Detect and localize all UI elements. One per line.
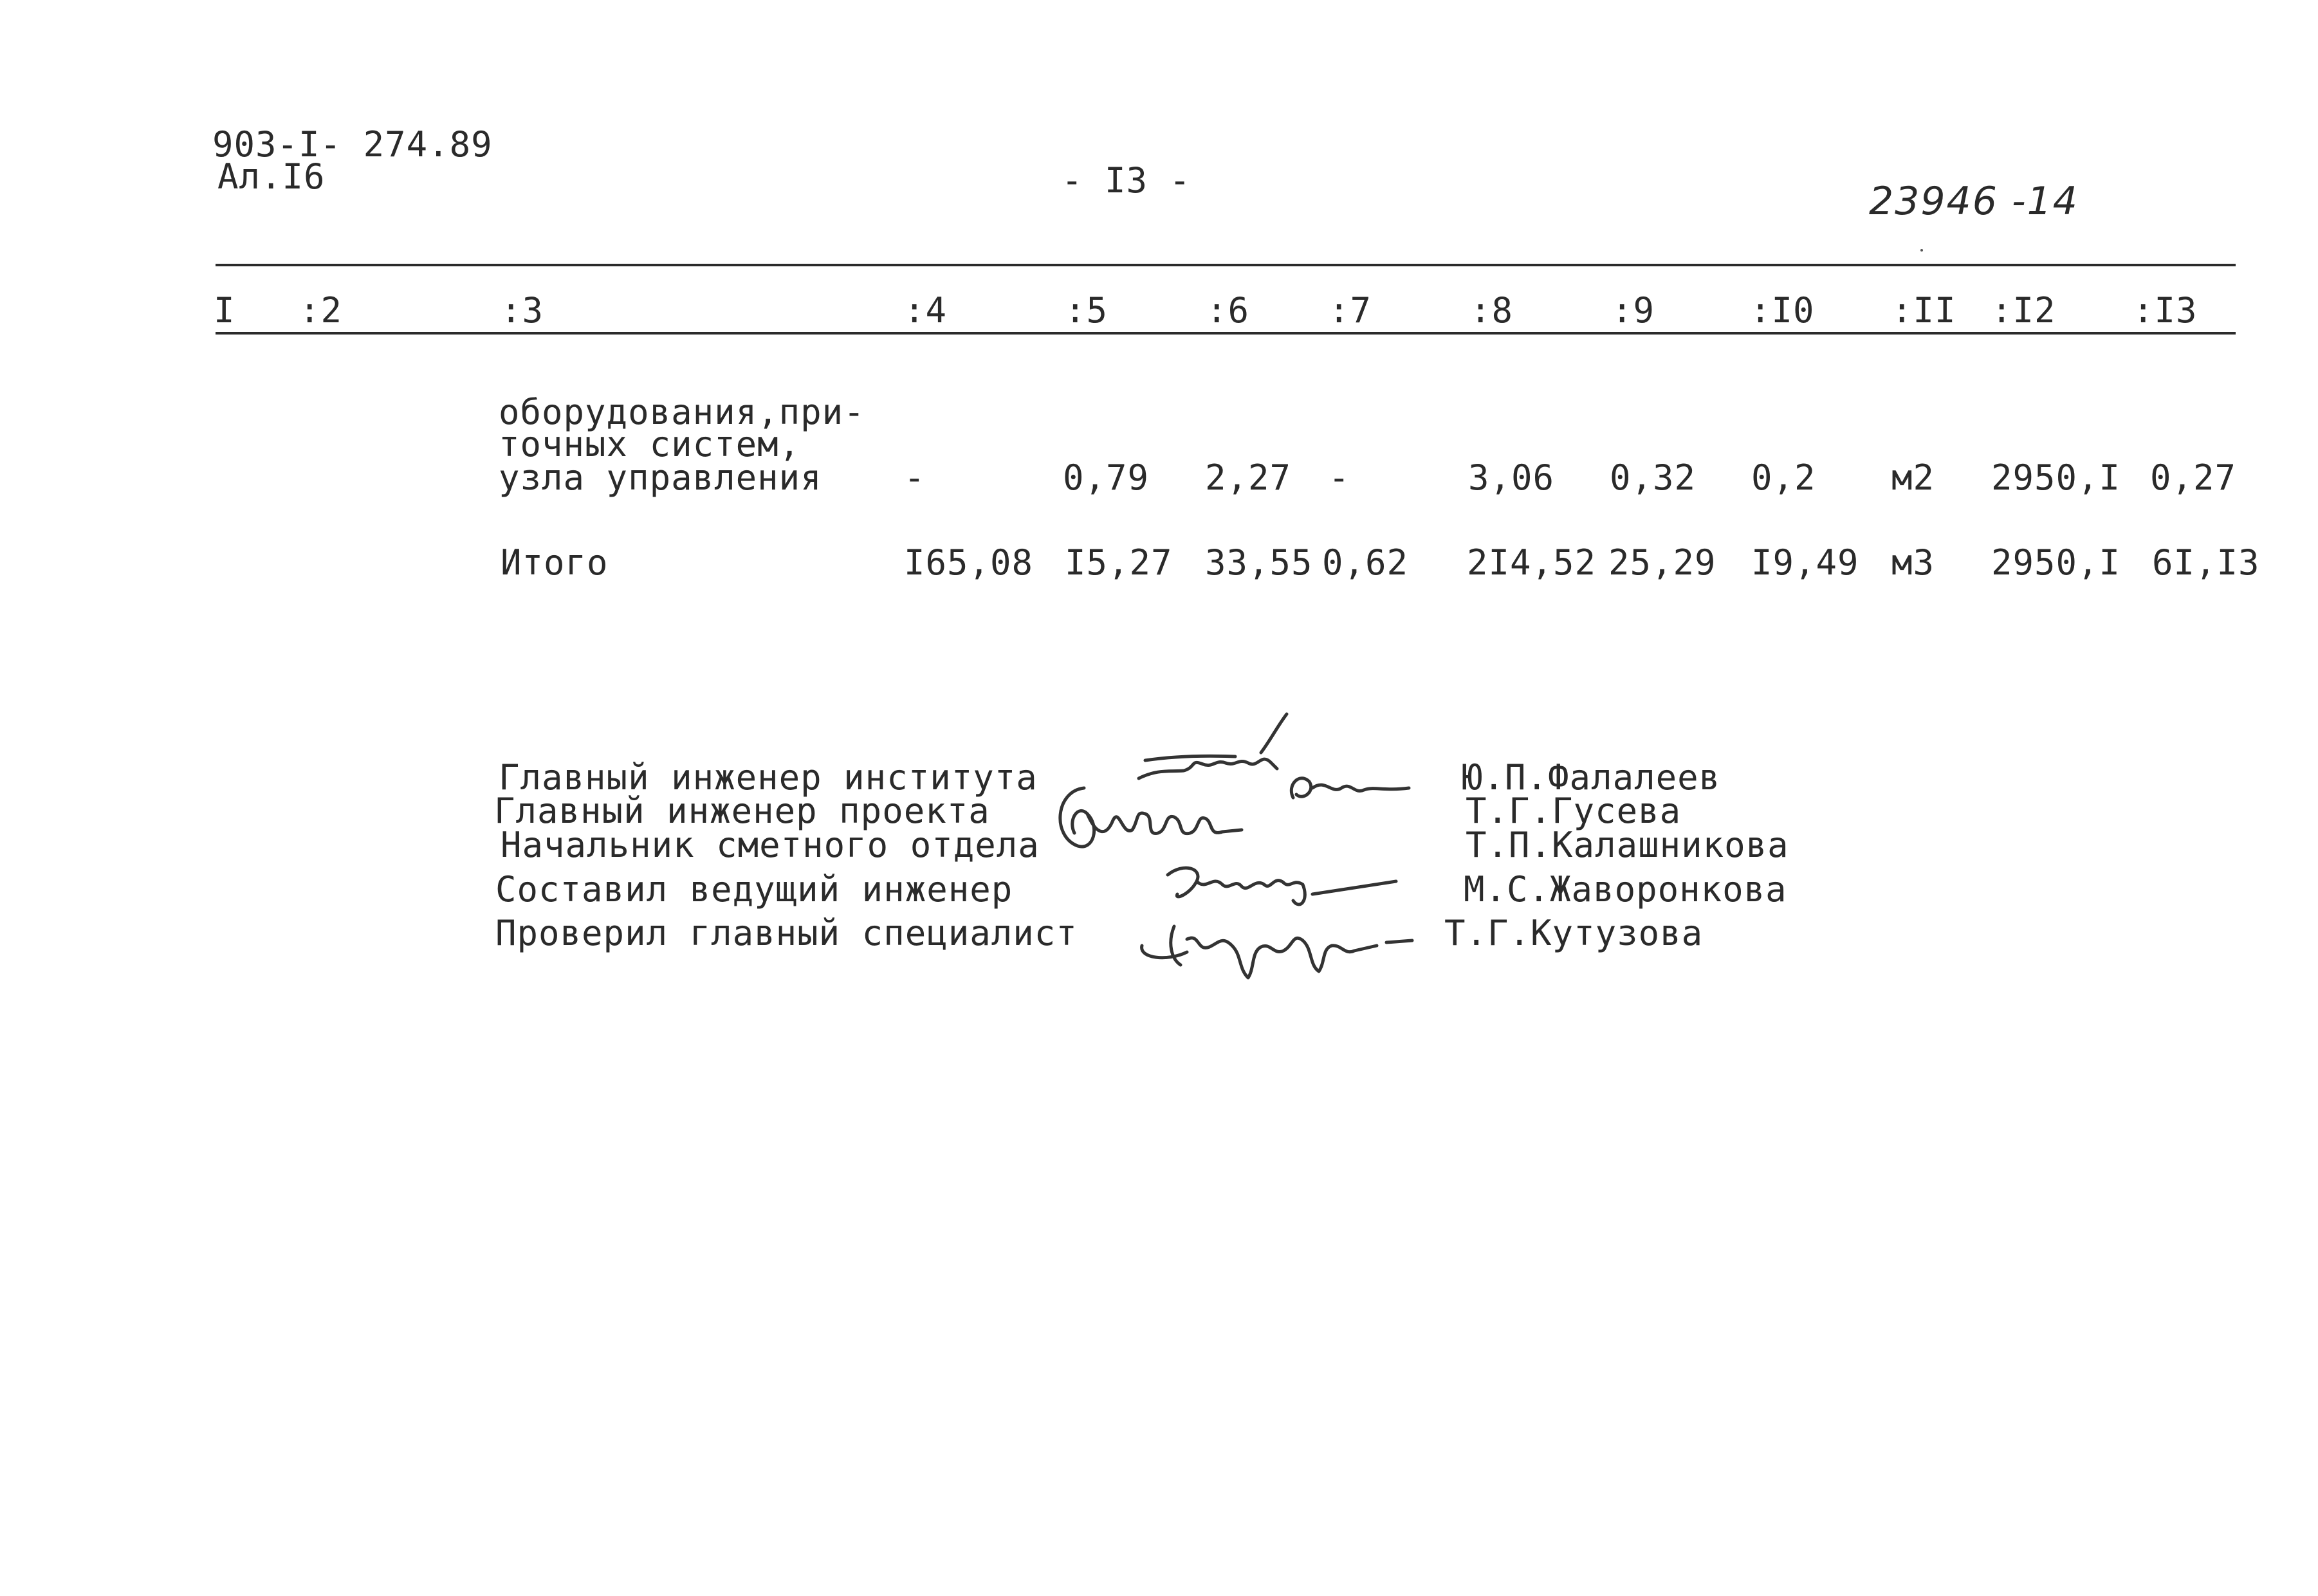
cell-col-5: 0,79 <box>1063 457 1150 498</box>
row-name-line: узла управления <box>499 457 822 498</box>
column-header-3: :3 <box>501 290 544 331</box>
handwritten-inventory-number: 23946 -14 <box>1869 179 2079 224</box>
cell-col-8: 2I4,52 <box>1467 542 1597 583</box>
row-name-line: Итого <box>501 542 609 583</box>
column-header-4: :4 <box>904 290 948 331</box>
cell-col-9: 0,32 <box>1610 457 1697 498</box>
table-header-rule <box>216 332 2236 335</box>
signatory-name: М.С.Жаворонкова <box>1464 869 1787 910</box>
table-top-rule <box>216 264 2236 266</box>
cell-col-9: 25,29 <box>1608 542 1716 583</box>
cell-col-12: 2950,I <box>1991 457 2121 498</box>
signatory-name: Т.П.Калашникова <box>1466 825 1789 865</box>
cell-col-4: - <box>904 457 926 498</box>
signatory-name: Т.Г.Кутузова <box>1444 913 1704 953</box>
signature-role: Главный инженер проекта <box>494 791 990 831</box>
column-header-2: :2 <box>299 290 343 331</box>
row-name-line: точных систем, <box>499 424 801 464</box>
cell-col-11: м2 <box>1891 457 1935 498</box>
cell-col-13: 0,27 <box>2150 457 2237 498</box>
handwritten-signature <box>1280 766 1422 817</box>
cell-col-13: 6I,I3 <box>2152 542 2260 583</box>
cell-col-6: 2,27 <box>1205 457 1292 498</box>
column-header-7: :7 <box>1329 290 1372 331</box>
page-number: - I3 - <box>1062 160 1191 201</box>
column-header-9: :9 <box>1612 290 1655 331</box>
handwritten-signature <box>1129 907 1425 984</box>
cell-col-8: 3,06 <box>1468 457 1555 498</box>
column-header-11: :II <box>1891 290 1956 331</box>
signature-role: Составил ведущий инженер <box>495 869 1013 910</box>
cell-col-5: I5,27 <box>1065 542 1173 583</box>
signature-role: Начальник сметного отдела <box>501 825 1040 865</box>
signature-role: Проверил главный специалист <box>495 913 1078 953</box>
column-header-1: I <box>214 290 235 331</box>
cell-col-7: 0,62 <box>1322 542 1409 583</box>
column-header-10: :I0 <box>1750 290 1815 331</box>
column-header-12: :I2 <box>1991 290 2056 331</box>
signatory-name: Ю.П.Фалалеев <box>1462 757 1721 798</box>
cell-col-7: - <box>1329 457 1350 498</box>
document-code: 903-I- 274.89 <box>212 124 493 165</box>
handwritten-signature <box>1158 856 1415 913</box>
ink-dot <box>1920 249 1923 252</box>
column-header-5: :5 <box>1065 290 1108 331</box>
column-header-6: :6 <box>1206 290 1250 331</box>
sheet-label: Ал.I6 <box>217 156 326 197</box>
cell-col-11: м3 <box>1891 542 1935 583</box>
cell-col-12: 2950,I <box>1991 542 2121 583</box>
cell-col-4: I65,08 <box>904 542 1034 583</box>
cell-col-6: 33,55 <box>1205 542 1313 583</box>
row-name-line: оборудования,при- <box>499 392 865 432</box>
signatory-name: Т.Г.Гусева <box>1466 791 1682 831</box>
cell-col-10: 0,2 <box>1751 457 1816 498</box>
handwritten-signature <box>1049 775 1280 859</box>
column-header-13: :I3 <box>2133 290 2198 331</box>
signature-role: Главный инженер института <box>499 757 1038 798</box>
cell-col-10: I9,49 <box>1751 542 1859 583</box>
column-header-8: :8 <box>1470 290 1514 331</box>
